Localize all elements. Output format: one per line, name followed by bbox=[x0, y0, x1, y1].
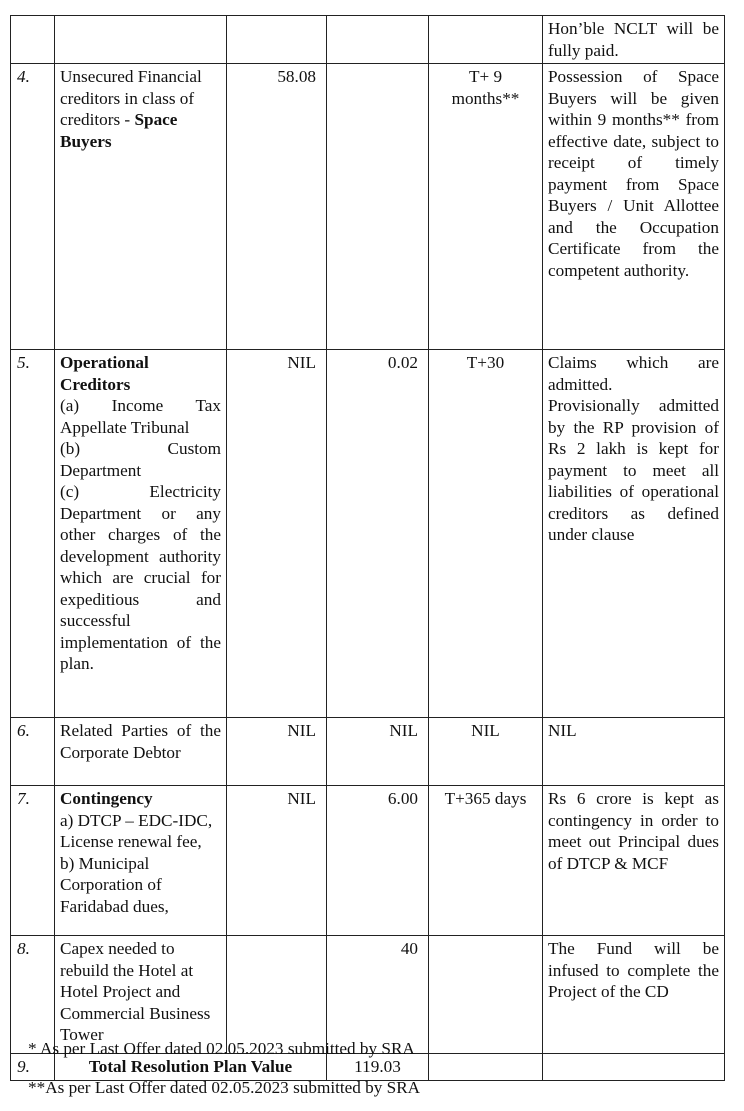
sn-cell bbox=[11, 16, 55, 64]
amount-cell bbox=[227, 16, 327, 64]
total-value: 119.03 bbox=[327, 1054, 429, 1081]
creditor-cell bbox=[55, 16, 227, 64]
creditor-cell: Capex needed to rebuild the Hotel at Hotel Project and Commercial Business Tower bbox=[55, 936, 227, 1054]
remark-cell: Rs 6 crore is kept as contingency in order to meet out Principal dues of DTCP & MCF bbox=[543, 786, 725, 936]
creditor-text: Unsecured Financial creditors in class of creditors - bbox=[60, 67, 202, 129]
timeline-cell bbox=[429, 936, 543, 1054]
table-row bbox=[11, 64, 725, 350]
table-row bbox=[11, 936, 725, 1054]
sn-cell: 4. bbox=[11, 64, 55, 350]
remark-cell bbox=[543, 350, 725, 718]
creditor-bold-text: Space Buyers bbox=[60, 110, 178, 151]
creditor-cell bbox=[55, 786, 227, 936]
amount-cell: 6.00 bbox=[327, 786, 429, 936]
sn-cell: 9. bbox=[11, 1054, 55, 1081]
resolution-plan-table bbox=[10, 15, 725, 1081]
section-title: Operational Creditors bbox=[60, 353, 149, 394]
footnote: **As per Last Offer dated 02.05.2023 submitted by SRA bbox=[28, 1078, 421, 1097]
timeline-cell: NIL bbox=[429, 718, 543, 786]
remark-cell: Possession of Space Buyers will be given within 9 months** from effective date, subject to receipt of timely payment from Space Buyers / Unit Allottee and the Occupation Certificate from the competent authority. bbox=[543, 64, 725, 350]
sn-cell: 5. bbox=[11, 350, 55, 718]
remark-cell bbox=[543, 1054, 725, 1081]
section-title: Contingency bbox=[60, 789, 153, 808]
timeline-cell: T+365 days bbox=[429, 786, 543, 936]
remark-text: Hon’ble NCLT will be fully paid. bbox=[548, 19, 719, 60]
timeline-cell bbox=[429, 1054, 543, 1081]
sn-cell: 7. bbox=[11, 786, 55, 936]
timeline-cell: T+ 9 months** bbox=[429, 64, 543, 350]
timeline-cell: T+30 bbox=[429, 350, 543, 718]
amount-cell: 0.02 bbox=[327, 350, 429, 718]
table-row bbox=[11, 350, 725, 718]
amount-cell: 58.08 bbox=[227, 64, 327, 350]
amount-cell: NIL bbox=[327, 718, 429, 786]
list-item: b) Municipal Corporation of Faridabad dues, bbox=[60, 853, 169, 916]
remark-cell: The Fund will be infused to complete the Project of the CD bbox=[543, 936, 725, 1054]
sn-cell: 8. bbox=[11, 936, 55, 1054]
amount-cell bbox=[327, 16, 429, 64]
amount-cell: NIL bbox=[227, 786, 327, 936]
remark-cell: NIL bbox=[543, 718, 725, 786]
footnote: * As per Last Offer dated 02.05.2023 submitted by SRA bbox=[28, 1039, 415, 1058]
table-row bbox=[11, 16, 725, 64]
amount-cell bbox=[327, 64, 429, 350]
remark-cell bbox=[543, 16, 725, 64]
sn-cell: 6. bbox=[11, 718, 55, 786]
amount-cell: NIL bbox=[227, 350, 327, 718]
amount-cell: NIL bbox=[227, 718, 327, 786]
remark-text: Claims which are admitted. bbox=[548, 353, 719, 394]
table-row bbox=[11, 718, 725, 786]
total-label: Total Resolution Plan Value bbox=[55, 1054, 327, 1081]
table-row bbox=[11, 786, 725, 936]
creditor-cell bbox=[55, 350, 227, 718]
remark-text: Provisionally admitted by the RP provision of Rs 2 lakh is kept for payment to meet all liabilities of operational creditors as defined under clause bbox=[548, 396, 719, 544]
amount-cell bbox=[227, 936, 327, 1054]
amount-cell: 40 bbox=[327, 936, 429, 1054]
timeline-cell bbox=[429, 16, 543, 64]
creditor-cell bbox=[55, 64, 227, 350]
list-item: a) DTCP – EDC-IDC, License renewal fee, bbox=[60, 810, 213, 851]
creditor-cell: Related Parties of the Corporate Debtor bbox=[55, 718, 227, 786]
list-item: (a) Income Tax Appellate Tribunal bbox=[60, 396, 221, 437]
list-item: (b) Custom Department bbox=[60, 439, 221, 480]
list-item: (c) Electricity Department or any other charges of the development authority which are crucial for expeditious and successful implementation of the plan. bbox=[60, 482, 221, 673]
